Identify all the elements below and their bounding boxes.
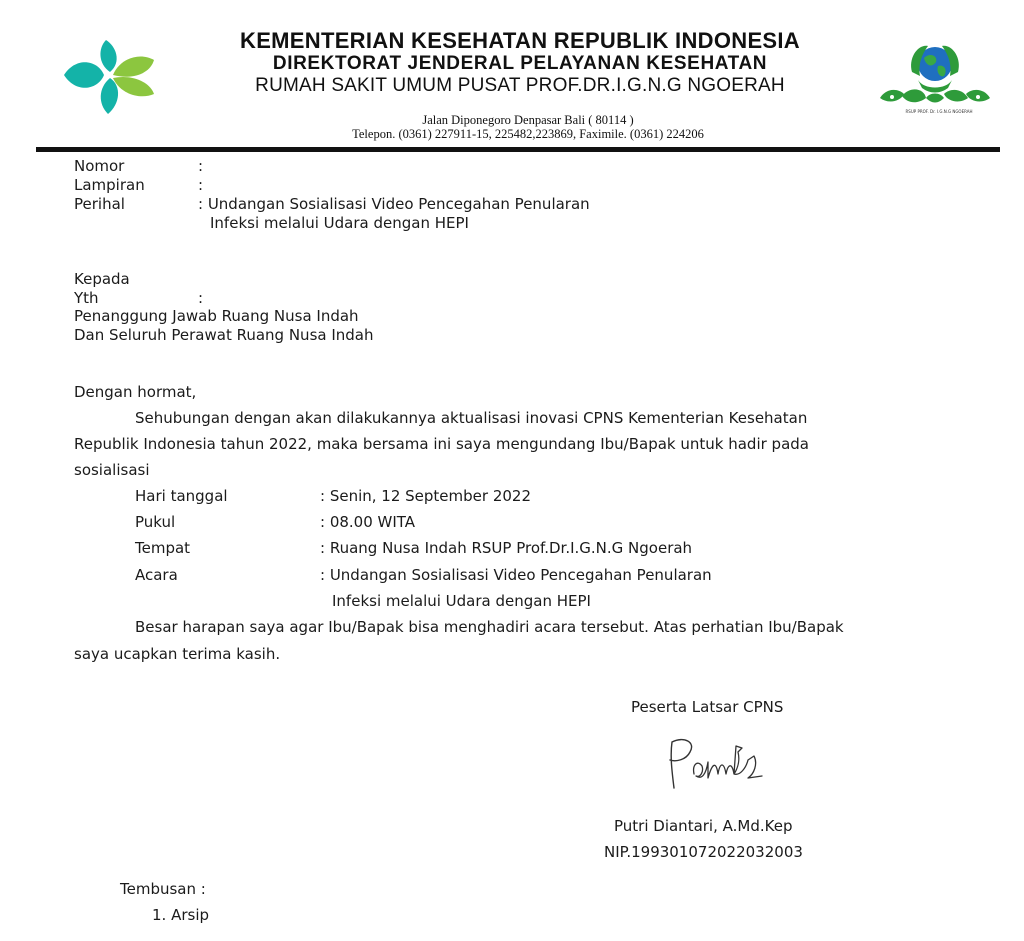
yth-colon: : <box>198 289 204 307</box>
paragraph-1-line-3: sosialisasi <box>74 461 150 479</box>
letterhead-directorate: DIREKTORAT JENDERAL PELAYANAN KESEHATAN <box>272 53 768 74</box>
yth-label: Yth <box>74 289 99 307</box>
letterhead-ministry: KEMENTERIAN KESEHATAN REPUBLIK INDONESIA <box>240 28 800 53</box>
detail-value-pukul: : 08.00 WITA <box>320 513 416 531</box>
perihal-label: Perihal <box>74 195 125 213</box>
letterhead-divider <box>36 147 1000 152</box>
signature-role: Peserta Latsar CPNS <box>631 698 784 716</box>
closing-line-2: saya ucapkan terima kasih. <box>74 645 281 663</box>
rsup-logo-caption: RSUP PROF. Dr. I.G.N.G NGOERAH <box>905 109 973 114</box>
letterhead-phone: Telepon. (0361) 227911-15, 225482,223869, Faximile. (0361) 224206 <box>352 127 704 141</box>
paragraph-1-line-1: Sehubungan dengan akan dilakukannya aktualisasi inovasi CPNS Kementerian Kesehatan <box>135 409 808 427</box>
rsup-ngoerah-logo <box>878 38 992 110</box>
recipient-line-2: Dan Seluruh Perawat Ruang Nusa Indah <box>74 326 374 344</box>
kepada-label: Kepada <box>74 270 130 288</box>
detail-label-pukul: Pukul <box>135 513 176 531</box>
perihal-line-1: : Undangan Sosialisasi Video Pencegahan Penularan <box>198 195 590 213</box>
paragraph-1-line-2: Republik Indonesia tahun 2022, maka bersama ini saya mengundang Ibu/Bapak untuk hadir pada <box>74 435 809 453</box>
greeting: Dengan hormat, <box>74 383 197 401</box>
detail-label-hari: Hari tanggal <box>135 487 228 505</box>
lampiran-label: Lampiran <box>74 176 145 194</box>
lampiran-colon: : <box>198 176 204 194</box>
perihal-line-2: Infeksi melalui Udara dengan HEPI <box>210 214 469 232</box>
tembusan-label: Tembusan : <box>120 880 206 898</box>
detail-label-acara: Acara <box>135 566 178 584</box>
detail-label-tempat: Tempat <box>135 539 191 557</box>
signature-icon <box>662 734 774 792</box>
nomor-label: Nomor <box>74 157 125 175</box>
rsup-logo-icon <box>878 38 992 110</box>
recipient-line-1: Penanggung Jawab Ruang Nusa Indah <box>74 307 359 325</box>
signature-nip: NIP.199301072022032003 <box>604 843 803 861</box>
letterhead-hospital: RUMAH SAKIT UMUM PUSAT PROF.DR.I.G.N.G NGOERAH <box>255 75 785 96</box>
signature-name: Putri Diantari, A.Md.Kep <box>614 817 793 835</box>
letterhead-address: Jalan Diponegoro Denpasar Bali ( 80114 ) <box>422 113 634 127</box>
closing-line-1: Besar harapan saya agar Ibu/Bapak bisa menghadiri acara tersebut. Atas perhatian Ibu/Bapak <box>135 618 844 636</box>
detail-value-hari: : Senin, 12 September 2022 <box>320 487 531 505</box>
nomor-colon: : <box>198 157 204 175</box>
detail-value-acara-cont: Infeksi melalui Udara dengan HEPI <box>332 592 591 610</box>
tembusan-item-1: 1. Arsip <box>152 906 210 924</box>
handwritten-signature <box>662 734 774 792</box>
detail-value-tempat: : Ruang Nusa Indah RSUP Prof.Dr.I.G.N.G Ngoerah <box>320 539 693 557</box>
detail-value-acara: : Undangan Sosialisasi Video Pencegahan Penularan <box>320 566 712 584</box>
